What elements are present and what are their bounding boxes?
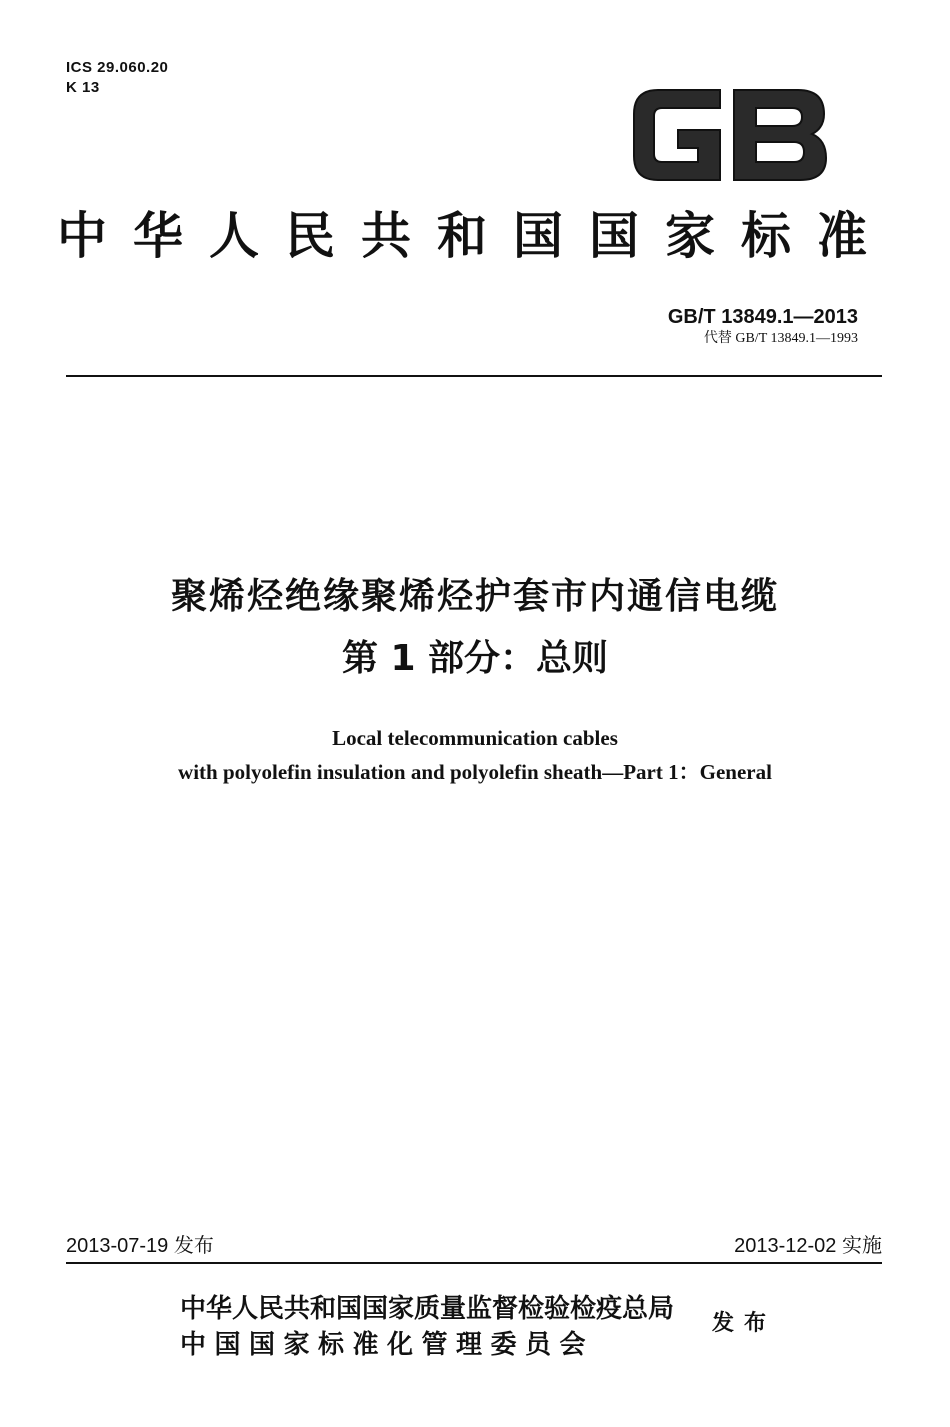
publisher-line-2: 中国国家标准化管理委员会	[180, 1330, 595, 1360]
implementation-date: 2013-12-02 实施	[734, 1235, 882, 1257]
classification-codes	[66, 58, 168, 98]
ics-code: ICS 29.060.20	[66, 59, 169, 76]
publisher-line-1: 中华人民共和国国家质量监督检验检疫总局	[180, 1294, 675, 1324]
gb-logo	[628, 76, 833, 194]
bottom-divider	[66, 1262, 882, 1264]
issue-date: 2013-07-19 发布	[66, 1235, 214, 1257]
chinese-title-line-2: 第 1 部分：总则	[341, 638, 609, 679]
main-title: 中华人民共和国国家标准	[57, 207, 893, 265]
replaces-standard: 代替 GB/T 13849.1—1993	[703, 331, 858, 346]
english-title-line-2: with polyolefin insulation and polyolefin sheath—Part 1：General	[178, 760, 772, 784]
top-divider	[66, 375, 882, 377]
english-title-line-1: Local telecommunication cables	[332, 726, 618, 750]
chinese-title-line-1: 聚烯烃绝缘聚烯烃护套市内通信电缆	[170, 576, 779, 617]
publish-label: 发布	[712, 1311, 777, 1336]
ccs-code: K 13	[66, 79, 100, 96]
gb-logo-text: GB	[628, 76, 630, 77]
standard-number: GB/T 13849.1—2013	[667, 306, 858, 328]
